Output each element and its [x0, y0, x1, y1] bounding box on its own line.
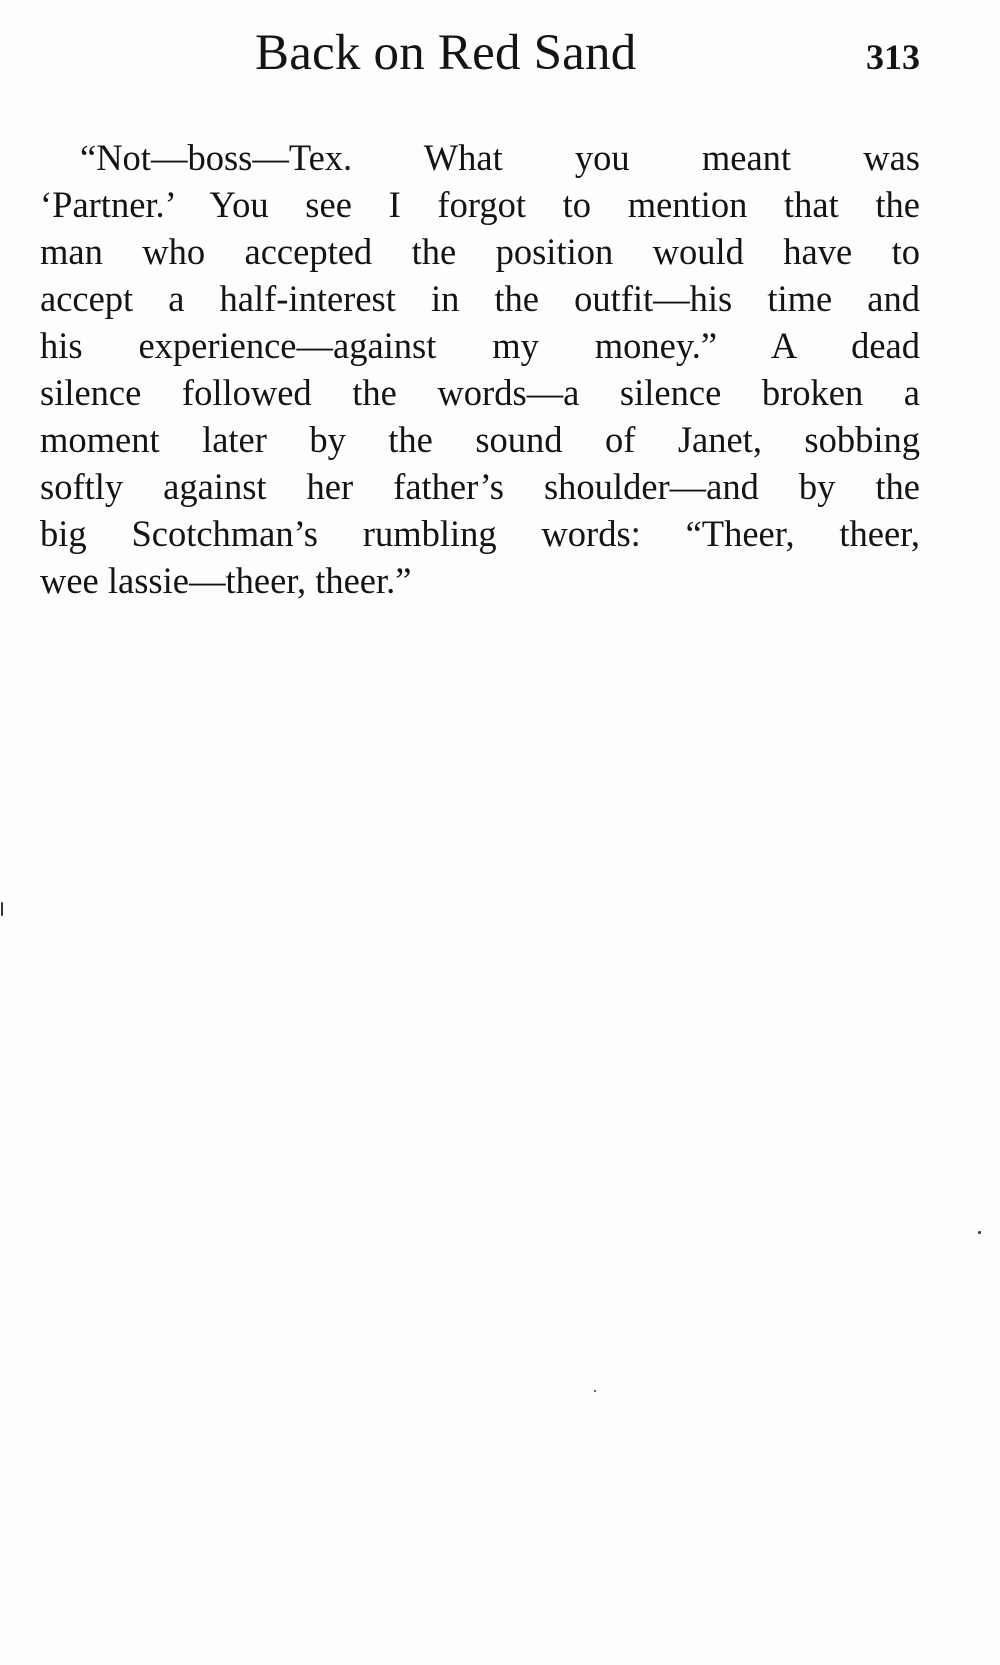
- text-line: wee lassie—theer, theer.”: [40, 560, 412, 601]
- paper-speck: [594, 1390, 596, 1392]
- text-line: silence followed the words—a silence broken a: [40, 372, 920, 413]
- running-title: Back on Red Sand: [255, 25, 637, 81]
- page-number: 313: [866, 37, 920, 77]
- text-line: accept a half-interest in the outfit—his time and: [40, 278, 920, 319]
- text-line: man who accepted the position would have to: [40, 231, 920, 272]
- running-head: [40, 18, 920, 88]
- text-line: big Scotchman’s rumbling words: “Theer, theer,: [40, 513, 920, 554]
- text-line: ‘Partner.’ You see I forgot to mention that the: [40, 184, 920, 225]
- text-line: softly against her father’s shoulder—and by the: [40, 466, 920, 507]
- paragraph: [40, 134, 920, 604]
- paper-speck: [978, 1231, 981, 1234]
- text-line: “Not—boss—Tex. What you meant was: [80, 137, 920, 178]
- paper-speck: [1, 902, 3, 916]
- text-line: his experience—against my money.” A dead: [40, 325, 920, 366]
- text-line: moment later by the sound of Janet, sobbing: [40, 419, 920, 460]
